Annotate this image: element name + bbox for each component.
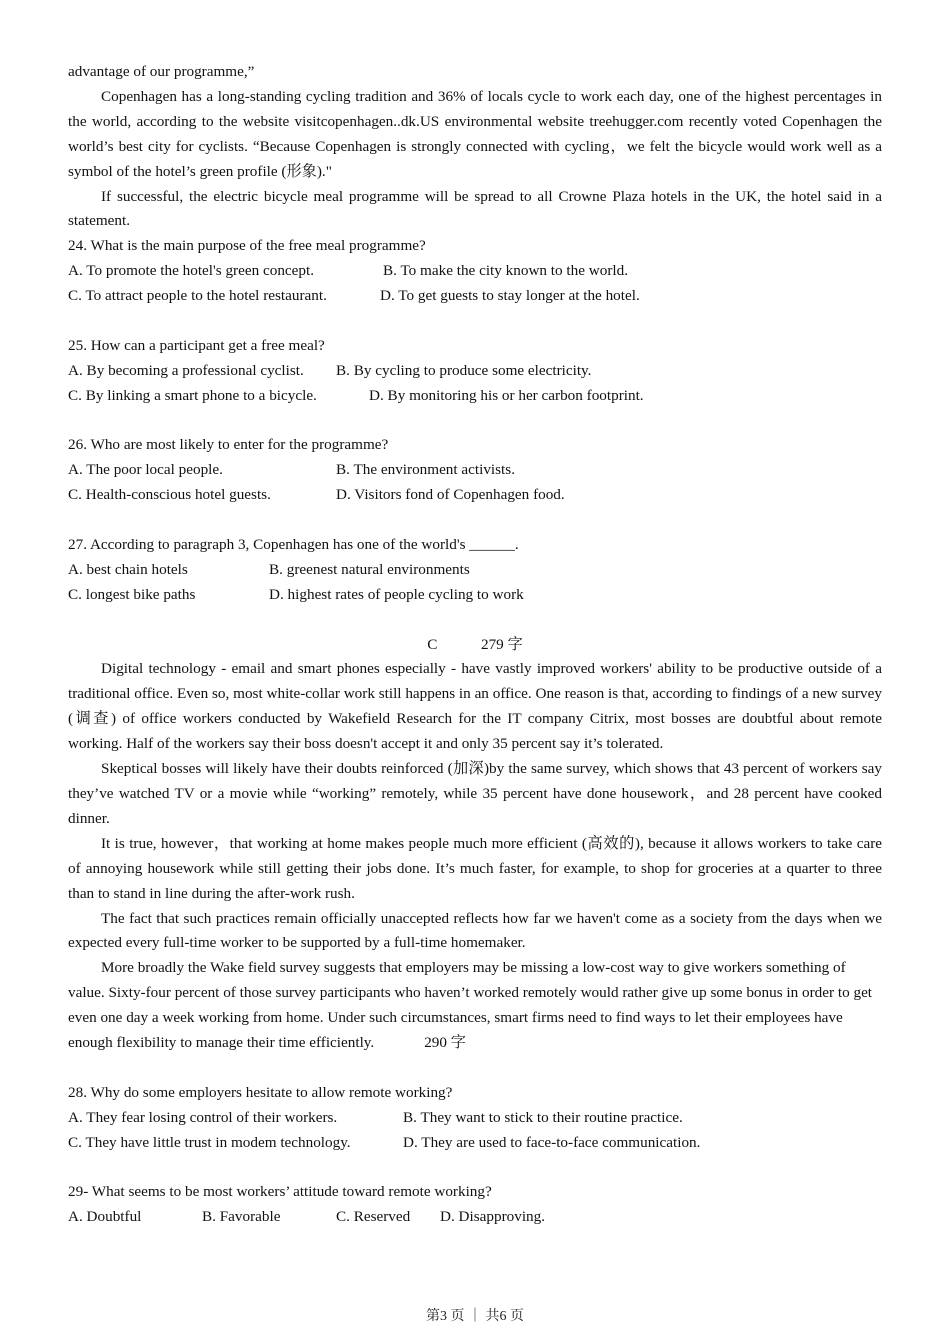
option-d: D. Disapproving. <box>440 1208 546 1226</box>
exam-page <box>68 60 882 1230</box>
passage-c-paragraph: The fact that such practices remain officially unaccepted reflects how far we haven't come as a society from the days when we expected every full-time worker to be supported by a full-time homemaker. <box>68 909 882 952</box>
passage-c-paragraph: Digital technology - email and smart phones especially - have vastly improved workers' ability to be productive outside of a traditional office. Even so, most white-collar work still happens in an office. One reason is that, according to findings of a new survey (调查) of office workers conducted by Wakefield Research for the IT company Citrix, most bosses are doubtful about remote working. Half of the workers say their boss doesn't accept it and only 35 percent say it’s tolerated. <box>68 660 882 753</box>
option-b: B. greenest natural environments <box>269 560 470 578</box>
question-28 <box>68 1081 882 1156</box>
passage-c-letter: C <box>427 635 438 653</box>
passage-c-paragraph: It is true, however，that working at home makes people much more efficient (高效的), because it allows workers to take care of annoying housework while still getting their jobs done. It’s much faster, for example, to shop for groceries at a quarter to three than to stand in line during the after-work rush. <box>68 834 882 902</box>
passage-c-end-count: 290 字 <box>424 1034 466 1052</box>
question-27 <box>68 533 882 608</box>
passage-b-paragraph: If successful, the electric bicycle meal programme will be spread to all Crowne Plaza hotels in the UK, the hotel said in a statement. <box>68 187 882 230</box>
option-a: A. To promote the hotel's green concept. <box>68 262 315 280</box>
question-stem: 29- What seems to be most workers’ attitude toward remote working? <box>68 1183 492 1201</box>
option-c: C. By linking a smart phone to a bicycle. <box>68 386 317 404</box>
passage-b-opening-line: advantage of our programme,” <box>68 63 255 80</box>
option-c: C. To attract people to the hotel restaurant. <box>68 287 327 305</box>
question-stem: 27. According to paragraph 3, Copenhagen has one of the world's ______. <box>68 536 519 554</box>
option-c: C. They have little trust in modem technology. <box>68 1133 351 1151</box>
option-a: A. By becoming a professional cyclist. <box>68 361 304 379</box>
question-stem: 26. Who are most likely to enter for the programme? <box>68 436 389 454</box>
option-a: A. best chain hotels <box>68 560 188 578</box>
question-stem: 25. How can a participant get a free meal? <box>68 336 325 354</box>
option-d: D. Visitors fond of Copenhagen food. <box>336 486 565 504</box>
option-d: D. By monitoring his or her carbon footprint. <box>369 386 644 404</box>
question-stem: 28. Why do some employers hesitate to allow remote working? <box>68 1083 453 1101</box>
question-stem: 24. What is the main purpose of the free meal programme? <box>68 237 426 255</box>
option-a: A. Doubtful <box>68 1208 142 1226</box>
option-b: B. To make the city known to the world. <box>383 262 628 280</box>
option-c: C. Health-conscious hotel guests. <box>68 486 271 504</box>
option-a: A. The poor local people. <box>68 461 223 479</box>
page-footer: 第3 页 ｜ 共6 页 <box>426 1309 524 1324</box>
question-26 <box>68 433 882 508</box>
passage-b-paragraph: Copenhagen has a long-standing cycling tradition and 36% of locals cycle to work each day, one of the highest percentages in the world, according to the website visitcopenhagen..dk.US environmental website treehugger.com recently voted Copenhagen the world’s best city for cyclists. “Because Copenhagen is strongly connected with cycling，we felt the bicycle would work well as a symbol of the hotel’s green profile (形象)." <box>68 87 882 180</box>
option-b: B. By cycling to produce some electricity. <box>336 361 592 379</box>
option-b: B. They want to stick to their routine practice. <box>403 1108 683 1126</box>
question-25 <box>68 334 882 409</box>
question-29 <box>68 1180 882 1230</box>
option-d: D. They are used to face-to-face communication. <box>403 1133 701 1151</box>
passage-c-word-count: 279 字 <box>480 635 523 653</box>
option-c: C. longest bike paths <box>68 585 196 603</box>
passage-c-last-paragraph-text: More broadly the Wake field survey suggests that employers may be missing a low-cost way to give workers something of value. Sixty-four percent of those survey participants who haven’t worked remotely would rather give up some bonus in order to get even one day a week working from home. Under such circumstances, smart firms need to find ways to let their employees have enough flexibility to manage their time efficiently. <box>68 959 873 1052</box>
option-d: D. To get guests to stay longer at the hotel. <box>380 287 640 305</box>
option-c: C. Reserved <box>336 1208 411 1226</box>
passage-c-paragraph: Skeptical bosses will likely have their doubts reinforced (加深)by the same survey, which shows that 43 percent of workers say they’ve watched TV or a movie while “working” remotely, while 35 percent have done housework，and 28 percent have cooked dinner. <box>68 760 882 827</box>
option-a: A. They fear losing control of their workers. <box>68 1108 338 1126</box>
passage-c-heading <box>68 633 882 658</box>
option-b: B. The environment activists. <box>336 461 515 479</box>
option-b: B. Favorable <box>202 1208 281 1226</box>
passage-c-paragraph <box>68 956 882 1056</box>
option-d: D. highest rates of people cycling to work <box>269 585 524 603</box>
question-24 <box>68 234 882 309</box>
